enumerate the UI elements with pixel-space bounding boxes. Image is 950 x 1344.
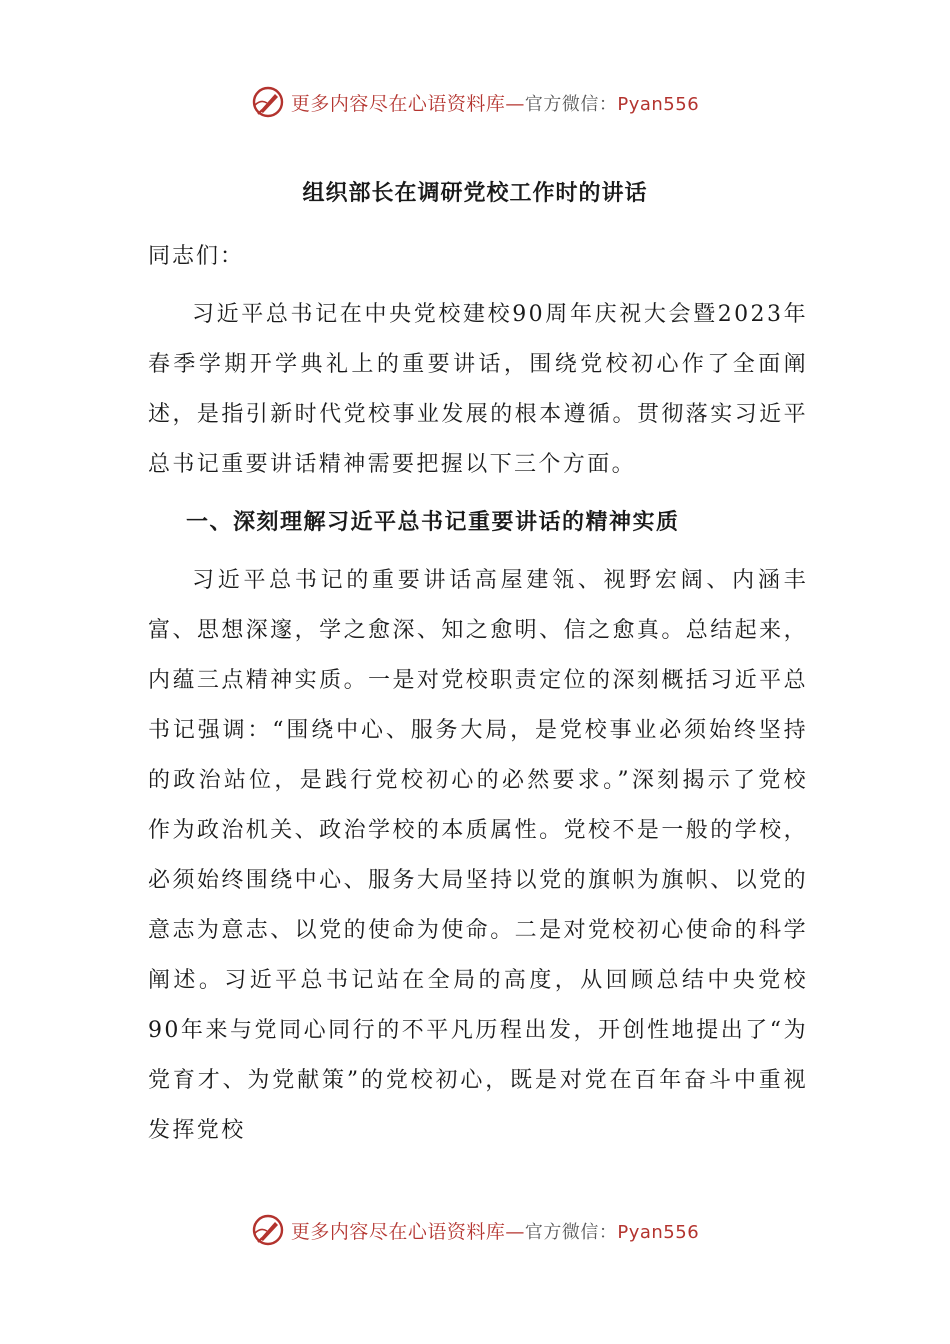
document-title: 组织部长在调研党校工作时的讲话: [302, 181, 648, 206]
document-body: [148, 232, 808, 1164]
quill-pen-icon: [251, 1213, 285, 1247]
footer-watermark: [0, 1210, 950, 1250]
salutation: 同志们：: [148, 244, 245, 269]
section-heading-1: 一、深刻理解习近平总书记重要讲话的精神实质: [186, 510, 680, 535]
quill-pen-icon: [251, 85, 285, 119]
watermark-text: 更多内容尽在心语资料库—官方微信：Pyan556: [290, 1220, 700, 1243]
header-watermark: [0, 82, 950, 122]
watermark-text: 更多内容尽在心语资料库—官方微信：Pyan556: [290, 92, 700, 115]
paragraph-intro: 习近平总书记在中央党校建校90周年庆祝大会暨2023年春季学期开学典礼上的重要讲话，围绕党校初心作了全面阐述，是指引新时代党校事业发展的根本遵循。贯彻落实习近平总书记重要讲话精神需要把握以下三个方面。: [148, 302, 808, 477]
paragraph-section-1: 习近平总书记的重要讲话高屋建瓴、视野宏阔、内涵丰富、思想深邃，学之愈深、知之愈明、信之愈真。总结起来，内蕴三点精神实质。一是对党校职责定位的深刻概括习近平总书记强调：“围绕中心、服务大局，是党校事业必须始终坚持的政治站位，是践行党校初心的必然要求。”深刻揭示了党校作为政治机关、政治学校的本质属性。党校不是一般的学校，必须始终围绕中心、服务大局坚持以党的旗帜为旗帜、以党的意志为意志、以党的使命为使命。二是对党校初心使命的科学阐述。习近平总书记站在全局的高度，从回顾总结中央党校90年来与党同心同行的不平凡历程出发，开创性地提出了“为党育才、为党献策”的党校初心，既是对党在百年奋斗中重视发挥党校: [148, 568, 808, 1143]
